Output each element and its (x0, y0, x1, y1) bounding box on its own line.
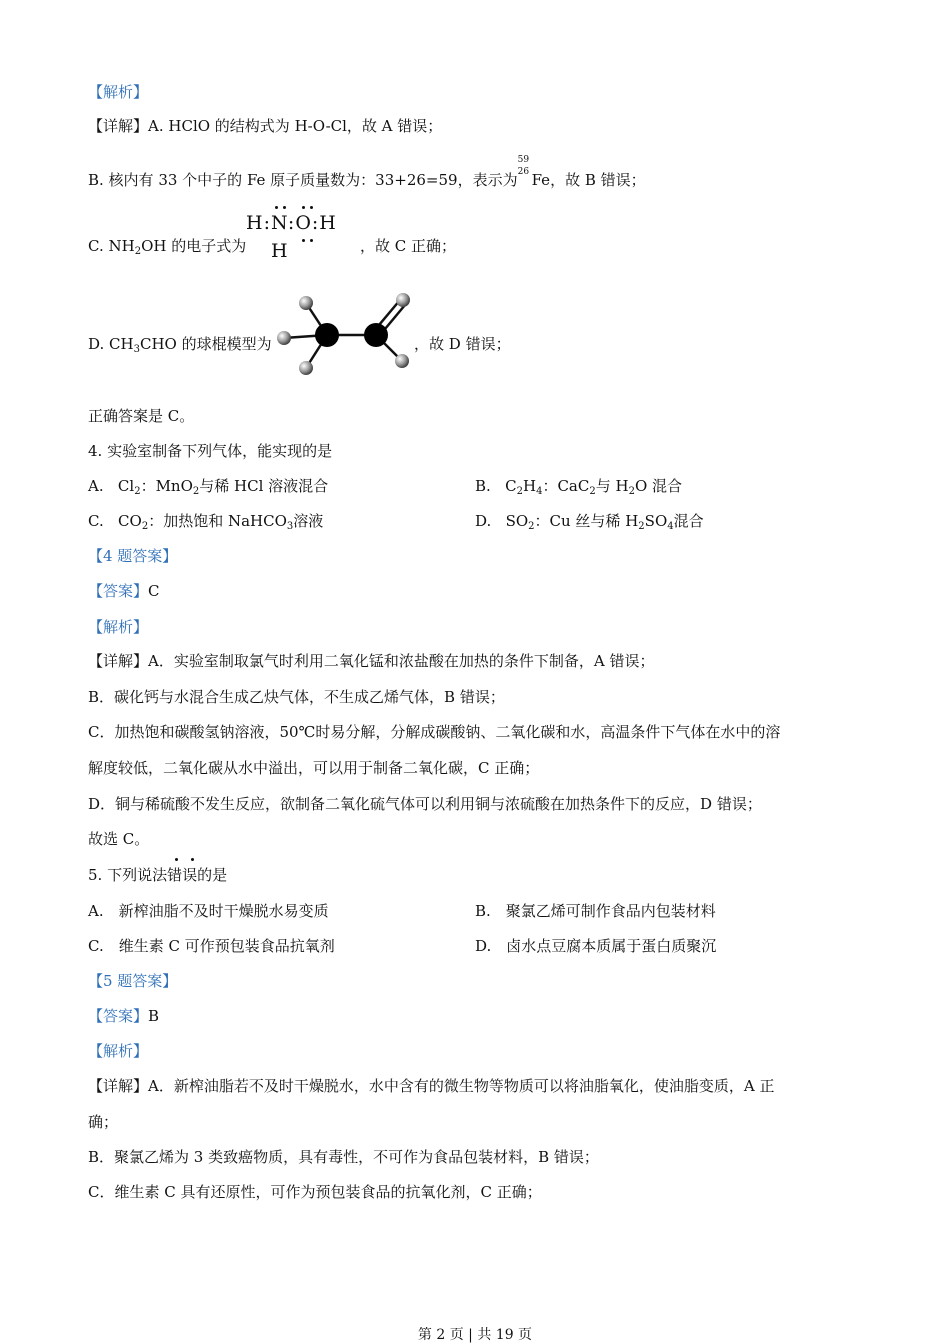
q4-option-c: C. $CO_2$：加热饱和 NaHCO$_3$溶液 (88, 512, 324, 532)
answer-value: C (148, 582, 160, 600)
q3-detail-d-tail: ，故 D 错误； (414, 335, 511, 353)
q4-option-d: D. $SO_2$：Cu 丝与稀 $H_2SO_4$混合 (475, 512, 704, 532)
carbon-atom (315, 323, 339, 347)
q5-stem: 5. 下列说法错误的是 (88, 866, 228, 884)
q4-detail-1: 【详解】A．实验室制取氯气时利用二氧化锰和浓盐酸在加热的条件下制备，A 错误； (88, 652, 655, 670)
q4-answer-heading: 【4 题答案】 (88, 547, 178, 565)
q5-detail-1: 【详解】A．新榨油脂若不及时干燥脱水，水中含有的微生物等物质可以将油脂氧化，使油脂变质，A 正 (88, 1077, 775, 1095)
hydrogen-atom (299, 361, 313, 375)
q5-option-d: D. 卤水点豆腐本质属于蛋白质聚沉 (475, 937, 717, 955)
detail-prefix: 【详解】 (88, 117, 149, 135)
q5-jiexi-label: 【解析】 (88, 1042, 149, 1060)
q4-detail-6: 故选 C。 (88, 830, 150, 848)
subscript: 3 (133, 344, 140, 355)
page-footer: 第 2 页 | 共 19 页 (417, 1327, 533, 1343)
q3-detail-c-tail: ，故 C 正确； (360, 237, 457, 255)
q4-stem: 4. 实验室制备下列气体，能实现的是 (88, 442, 333, 460)
lewis-structure (246, 204, 356, 264)
q4-detail-5: D．铜与稀硫酸不发生反应，欲制备二氧化硫气体可以利用铜与浓硫酸在加热条件下的反应，D 错误； (88, 795, 762, 813)
q4-option-b: B. $C_2H_4$：CaC$_2$与 $H_2O$ 混合 (475, 477, 683, 497)
q5-answer (88, 1005, 159, 1027)
detail-b-tail: ，故 B 错误； (550, 171, 646, 189)
q5-answer-heading: 【5 题答案】 (88, 972, 178, 990)
atomic-number: 26 (517, 167, 530, 177)
jiexi-label: 【解析】 (88, 83, 149, 101)
q5-detail-3: B．聚氯乙烯为 3 类致癌物质，具有毒性，不可作为食品包装材料，B 错误； (88, 1148, 599, 1166)
detail-d-text: CHO 的球棍模型为 (139, 335, 272, 353)
oxygen-atom (396, 293, 410, 307)
q3-answer: 正确答案是 C。 (88, 407, 195, 425)
detail-a-text: A. HClO 的结构式为 H-O-Cl，故 A 错误； (148, 117, 443, 135)
lewis-hydrogen: H (271, 240, 288, 262)
q3-detail-a (88, 115, 442, 137)
q4-detail-2: B．碳化钙与水混合生成乙炔气体，不生成乙烯气体，B 错误； (88, 688, 505, 706)
q4-answer (88, 580, 160, 602)
detail-b-text: B. 核内有 33 个中子的 Fe 原子质量数为：33+26=59，表示为 (88, 171, 518, 189)
answer-label: 【答案】 (88, 582, 149, 600)
q4-jiexi-label: 【解析】 (88, 618, 149, 636)
q5-option-a: A. 新榨油脂不及时干燥脱水易变质 (88, 902, 329, 920)
q5-detail-2: 确； (88, 1113, 119, 1131)
subscript: 2 (134, 246, 142, 257)
q5-option-c: C. 维生素 C 可作预包装食品抗氧剂 (88, 937, 335, 955)
formula-part: D. CH (88, 335, 134, 353)
mass-number: 59 (517, 155, 530, 165)
q3-detail-c (88, 235, 246, 257)
hydrogen-atom (277, 331, 291, 345)
ball-stick-model (272, 288, 422, 380)
q4-option-a: A. $Cl_2$：MnO$_2$与稀 HCl 溶液混合 (88, 477, 329, 497)
q4-detail-4: 解度较低，二氧化碳从水中溢出，可以用于制备二氧化碳，C 正确； (88, 759, 540, 777)
q5-detail-4: C．维生素 C 具有还原性，可作为预包装食品的抗氧化剂，C 正确； (88, 1183, 542, 1201)
formula-part: C. NH (88, 237, 135, 255)
answer-value: B (148, 1007, 160, 1025)
carbon-atom (364, 323, 388, 347)
q3-detail-d (88, 333, 272, 355)
element-symbol: Fe (531, 171, 551, 189)
q3-detail-b (88, 155, 646, 191)
answer-label: 【答案】 (88, 1007, 149, 1025)
q5-option-b: B. 聚氯乙烯可制作食品内包装材料 (475, 902, 716, 920)
lewis-row: H:N:O:H (246, 212, 337, 234)
hydrogen-atom (395, 354, 409, 368)
nuclide-notation (517, 155, 532, 185)
q4-detail-3: C．加热饱和碳酸氢钠溶液，50℃时易分解，分解成碳酸钠、二氧化碳和水，高温条件下气体在水中的溶 (88, 723, 781, 741)
hydrogen-atom (299, 296, 313, 310)
detail-c-text: OH 的电子式为 (141, 237, 247, 255)
